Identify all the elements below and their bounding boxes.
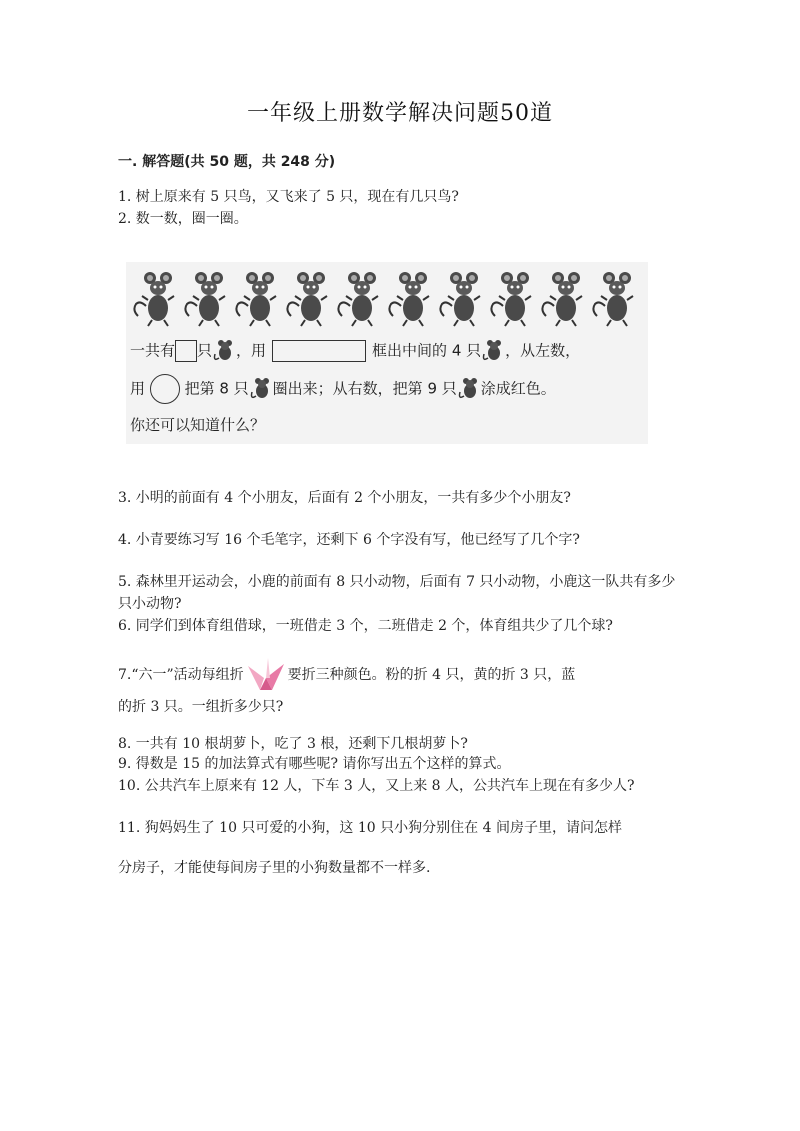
mouse-icon	[489, 270, 538, 328]
question-10: 10. 公共汽车上原来有 12 人，下车 3 人，又上来 8 人，公共汽车上现在有多少人?	[118, 778, 635, 794]
mouse-icon	[336, 270, 385, 328]
figure-line-1-e: ，从左数，	[505, 341, 581, 360]
count-answer-box	[175, 340, 197, 362]
figure-line-2-a: 用	[130, 379, 146, 398]
figure-line-1-b: 只	[197, 341, 213, 360]
mouse-icon	[285, 270, 334, 328]
frame-box	[272, 340, 366, 362]
mouse-icon	[438, 270, 487, 328]
mouse-icon	[249, 376, 273, 402]
question-7-c: 的折 3 只。一组折多少只?	[118, 699, 284, 715]
mouse-icon	[457, 376, 481, 402]
question-2: 2. 数一数，圈一圈。	[118, 211, 248, 227]
figure-line-3: 你还可以知道什么？	[130, 416, 266, 434]
question-5: 5. 森林里开运动会，小鹿的前面有 8 只小动物，后面有 7 只小动物，小鹿这一队共有多少只小动物?	[118, 574, 676, 612]
mouse-icon	[591, 270, 640, 328]
question-6: 6. 同学们到体育组借球，一班借走 3 个，二班借走 2 个，体育组共少了几个球?	[118, 618, 613, 634]
question-2-figure	[126, 262, 648, 444]
question-8: 8. 一共有 10 根胡萝卜，吃了 3 根，还剩下几根胡萝卜?	[118, 736, 468, 752]
mouse-icon	[540, 270, 589, 328]
question-4: 4. 小青要练习写 16 个毛笔字，还剩下 6 个字没有写，他已经写了几个字?	[118, 532, 580, 548]
paper-crane-icon	[246, 656, 286, 694]
mouse-icon	[132, 270, 181, 328]
figure-line-2-d: 涂成红色。	[480, 379, 556, 398]
question-11-a: 11. 狗妈妈生了 10 只可爱的小狗，这 10 只小狗分别住在 4 间房子里，请问怎样	[118, 820, 622, 836]
mice-row	[132, 270, 642, 330]
mouse-icon	[212, 338, 236, 364]
question-9: 9. 得数是 15 的加法算式有哪些呢? 请你写出五个这样的算式。	[118, 756, 511, 772]
mouse-icon	[387, 270, 436, 328]
question-1: 1. 树上原来有 5 只鸟，又飞来了 5 只，现在有几只鸟?	[118, 189, 459, 205]
question-7-a: 7.“六一”活动每组折	[118, 667, 244, 683]
mouse-icon	[481, 338, 505, 364]
circle-shape	[150, 374, 180, 404]
mouse-icon	[183, 270, 232, 328]
question-3: 3. 小明的前面有 4 个小朋友，后面有 2 个小朋友，一共有多少个小朋友?	[118, 490, 571, 506]
section-heading: 一. 解答题(共 50 题，共 248 分)	[118, 154, 336, 170]
mouse-icon	[234, 270, 283, 328]
figure-line-1-d: 框出中间的 4 只	[372, 341, 482, 360]
figure-line-1-c: ，用	[236, 341, 267, 360]
question-7-b: 要折三种颜色。粉的折 4 只，黄的折 3 只，蓝	[287, 667, 576, 683]
figure-line-1	[130, 338, 580, 364]
page-title: 一年级上册数学解决问题50道	[247, 101, 553, 126]
figure-line-2	[130, 374, 556, 404]
figure-line-1-a: 一共有	[130, 341, 176, 360]
figure-line-2-b: 把第 8 只	[184, 379, 249, 398]
question-11-b: 分房子，才能使每间房子里的小狗数量都不一样多.	[118, 860, 431, 876]
figure-line-2-c: 圈出来；从右数，把第 9 只	[272, 379, 457, 398]
question-7-line-1	[118, 656, 678, 694]
